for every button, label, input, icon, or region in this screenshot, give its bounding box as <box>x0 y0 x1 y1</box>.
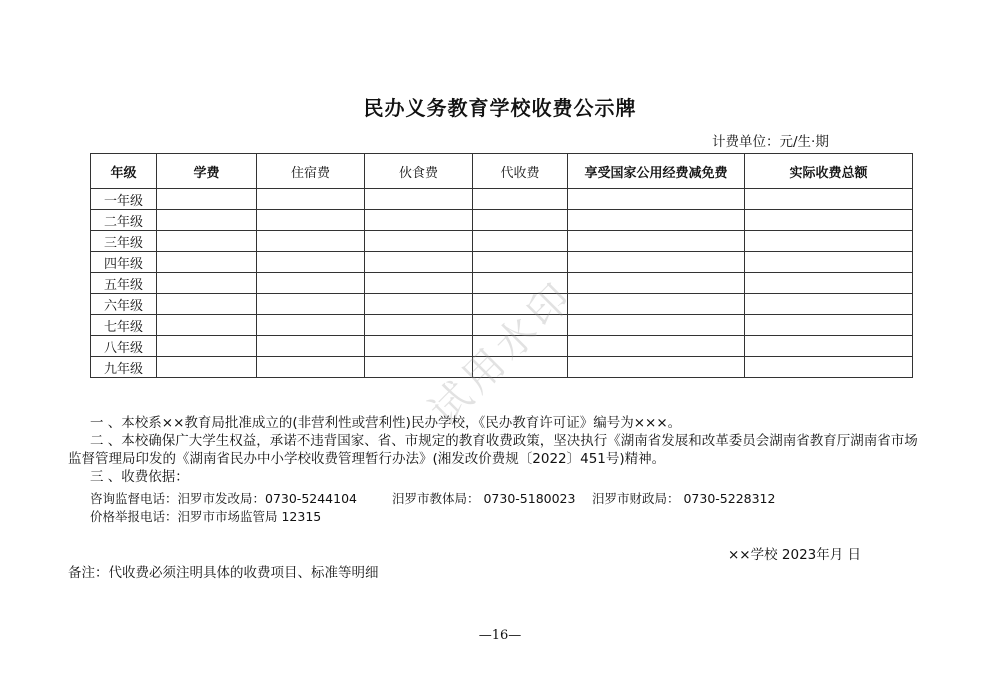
header-total: 实际收费总额 <box>745 154 913 189</box>
table-cell <box>568 231 745 252</box>
table-cell <box>568 294 745 315</box>
table-cell <box>473 189 568 210</box>
table-cell <box>157 336 257 357</box>
table-cell <box>473 273 568 294</box>
table-cell <box>157 294 257 315</box>
table-cell <box>365 273 473 294</box>
table-cell <box>473 231 568 252</box>
fee-table <box>90 153 913 378</box>
table-row <box>91 273 913 294</box>
page-number: —16— <box>478 628 522 643</box>
table-cell <box>568 336 745 357</box>
grade-cell: 三年级 <box>91 231 157 252</box>
table-cell <box>568 273 745 294</box>
consult-phone: 咨询监督电话：汨罗市发改局：0730-5244104 <box>90 491 357 506</box>
table-header-row <box>91 154 913 189</box>
grade-cell: 五年级 <box>91 273 157 294</box>
header-grade: 年级 <box>91 154 157 189</box>
grade-cell: 二年级 <box>91 210 157 231</box>
grade-cell: 六年级 <box>91 294 157 315</box>
table-cell <box>365 210 473 231</box>
grade-cell: 七年级 <box>91 315 157 336</box>
table-cell <box>745 252 913 273</box>
table-cell <box>745 210 913 231</box>
note-line-3: 三 、收费依据： <box>90 469 189 485</box>
table-cell <box>473 357 568 378</box>
note-line-1: 一 、本校系××教育局批准成立的(非营利性或营利性)民办学校，《民办教育许可证》编号为×××。 <box>90 415 682 431</box>
table-cell <box>745 357 913 378</box>
header-collected-fees: 代收费 <box>473 154 568 189</box>
table-cell <box>157 357 257 378</box>
table-cell <box>473 336 568 357</box>
header-exemption: 享受国家公用经费减免费 <box>568 154 745 189</box>
table-row <box>91 315 913 336</box>
table-cell <box>157 231 257 252</box>
remark-line: 备注：代收费必须注明具体的收费项目、标准等明细 <box>68 565 379 581</box>
table-cell <box>365 336 473 357</box>
table-cell <box>257 336 365 357</box>
report-phone: 价格举报电话：汨罗市市场监管局 12315 <box>90 509 322 524</box>
table-cell <box>745 294 913 315</box>
unit-label: 计费单位：元/生·期 <box>712 134 829 150</box>
table-cell <box>568 210 745 231</box>
page-title: 民办义务教育学校收费公示牌 <box>363 96 637 120</box>
table-cell <box>745 189 913 210</box>
table-cell <box>257 315 365 336</box>
table-cell <box>257 273 365 294</box>
header-meals: 伙食费 <box>365 154 473 189</box>
table-row <box>91 189 913 210</box>
watermark-text: 试用水印 <box>421 271 584 435</box>
signature-line: ××学校 2023年月 日 <box>728 547 862 563</box>
table-row <box>91 231 913 252</box>
table-cell <box>473 315 568 336</box>
table-cell <box>745 315 913 336</box>
table-cell <box>257 210 365 231</box>
table-cell <box>745 336 913 357</box>
table-cell <box>473 252 568 273</box>
table-row <box>91 294 913 315</box>
table-cell <box>568 315 745 336</box>
notes-section <box>68 414 928 486</box>
table-cell <box>157 189 257 210</box>
table-cell <box>157 315 257 336</box>
table-cell <box>257 294 365 315</box>
table-cell <box>473 294 568 315</box>
table-cell <box>365 315 473 336</box>
table-cell <box>257 252 365 273</box>
header-accommodation: 住宿费 <box>257 154 365 189</box>
grade-cell: 八年级 <box>91 336 157 357</box>
table-cell <box>568 189 745 210</box>
table-cell <box>257 189 365 210</box>
table-cell <box>157 210 257 231</box>
table-cell <box>568 252 745 273</box>
table-cell <box>473 210 568 231</box>
header-tuition: 学费 <box>157 154 257 189</box>
table-row <box>91 357 913 378</box>
note-line-2: 二 、本校确保广大学生权益，承诺不违背国家、省、市规定的教育收费政策，坚决执行《湖南省发展和改革委员会湖南省教育厅湖南省市场监督管理局印发的《湖南省民办中小学校收费管理暂行办法》(湘发改价费规〔2022〕451号)精神。 <box>68 433 918 467</box>
grade-cell: 九年级 <box>91 357 157 378</box>
table-cell <box>568 357 745 378</box>
grade-cell: 四年级 <box>91 252 157 273</box>
table-cell <box>157 273 257 294</box>
table-cell <box>365 357 473 378</box>
edu-bureau-phone: 汨罗市教体局： 0730-5180023 <box>392 491 576 506</box>
table-cell <box>257 231 365 252</box>
table-cell <box>157 252 257 273</box>
table-row <box>91 336 913 357</box>
table-cell <box>257 357 365 378</box>
table-row <box>91 252 913 273</box>
finance-bureau-phone: 汨罗市财政局： 0730-5228312 <box>592 491 776 506</box>
table-cell <box>745 273 913 294</box>
table-cell <box>365 189 473 210</box>
grade-cell: 一年级 <box>91 189 157 210</box>
table-cell <box>365 231 473 252</box>
table-cell <box>745 231 913 252</box>
table-cell <box>365 252 473 273</box>
table-cell <box>365 294 473 315</box>
table-row <box>91 210 913 231</box>
